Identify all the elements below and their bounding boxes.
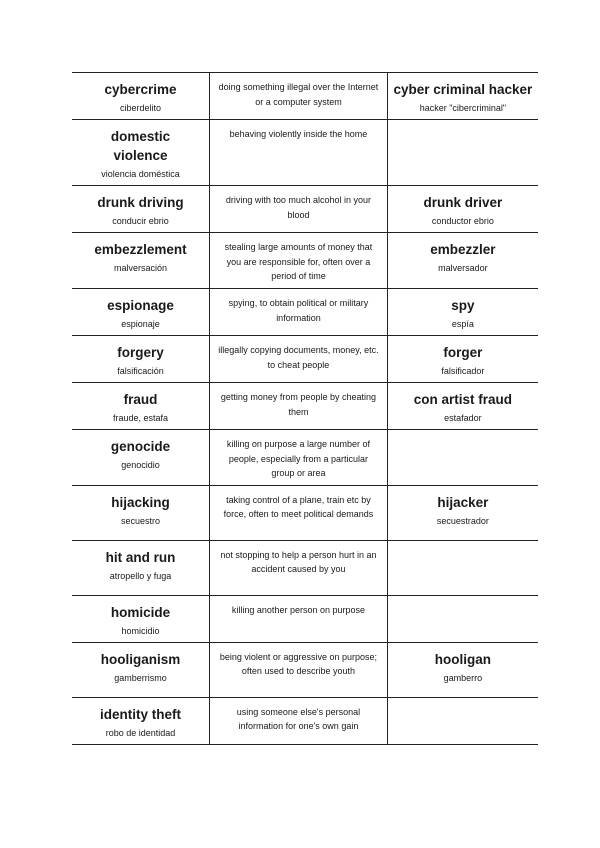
definition-cell	[210, 383, 388, 430]
definition-cell	[210, 697, 388, 744]
crime-definition: doing something illegal over the Internet or a computer system	[218, 82, 379, 107]
person-cell	[387, 430, 538, 486]
person-cell	[387, 289, 538, 336]
table-row	[72, 336, 538, 383]
crime-definition: driving with too much alcohol in your blood	[225, 195, 371, 220]
crime-cell	[72, 430, 210, 486]
crime-translation: gamberrismo	[114, 672, 167, 683]
table-row	[72, 485, 538, 540]
person-term	[388, 120, 538, 127]
person-translation	[388, 550, 538, 554]
person-term: drunk driver	[423, 195, 503, 210]
crime-translation: espionaje	[121, 319, 160, 329]
person-cell	[387, 485, 538, 540]
person-translation: espía	[451, 319, 474, 329]
crime-translation: ciberdelito	[120, 103, 162, 113]
crime-term: genocide	[110, 439, 171, 454]
crime-cell	[72, 186, 210, 233]
crime-translation: malversación	[114, 263, 168, 273]
crime-term: fraud	[123, 392, 158, 407]
person-translation: conductor ebrio	[431, 216, 494, 226]
crime-definition: spying, to obtain political or military information	[228, 298, 369, 323]
crime-cell	[72, 540, 210, 595]
crime-term: domestic violence	[110, 129, 171, 163]
crime-term: forgery	[117, 345, 164, 360]
table-row	[72, 430, 538, 486]
person-term: forger	[443, 345, 483, 360]
person-cell	[387, 595, 538, 642]
table-row	[72, 540, 538, 595]
person-cell	[387, 697, 538, 744]
table-row	[72, 289, 538, 336]
crime-cell	[72, 485, 210, 540]
table-row	[72, 120, 538, 186]
definition-cell	[210, 186, 388, 233]
definition-cell	[210, 430, 388, 486]
person-translation	[388, 439, 538, 443]
person-term: hijacker	[437, 494, 489, 510]
crime-translation: genocidio	[121, 460, 160, 470]
crime-definition: being violent or aggressive on purpose; often used to describe youth	[219, 651, 377, 676]
person-term	[388, 698, 538, 705]
crime-term: cybercrime	[104, 82, 177, 97]
crime-term: embezzlement	[94, 242, 187, 257]
crime-translation: homicidio	[121, 625, 160, 636]
person-term	[388, 596, 538, 603]
person-cell	[387, 540, 538, 595]
definition-cell	[210, 73, 388, 120]
person-translation	[388, 129, 538, 133]
person-translation: malversador	[438, 263, 488, 273]
table-row	[72, 233, 538, 289]
person-translation: falsificador	[441, 366, 485, 376]
crime-definition: getting money from people by cheating them	[220, 392, 376, 417]
definition-cell	[210, 336, 388, 383]
crime-cell	[72, 383, 210, 430]
definition-cell	[210, 595, 388, 642]
person-term: spy	[451, 298, 475, 313]
crime-cell	[72, 642, 210, 697]
crime-term: hooliganism	[100, 651, 181, 667]
table-row	[72, 595, 538, 642]
table-row	[72, 73, 538, 120]
person-term: con artist fraud	[413, 392, 513, 407]
crime-cell	[72, 697, 210, 744]
crime-definition: taking control of a plane, train etc by force, often to meet political demands	[223, 494, 374, 519]
crime-term: identity theft	[100, 706, 182, 722]
person-cell	[387, 186, 538, 233]
crime-translation: conducir ebrio	[112, 216, 169, 226]
person-cell	[387, 642, 538, 697]
crime-cell	[72, 233, 210, 289]
definition-cell	[210, 642, 388, 697]
crime-cell	[72, 73, 210, 120]
person-cell	[387, 120, 538, 186]
person-term	[388, 430, 538, 437]
table-row	[72, 186, 538, 233]
person-term: hooligan	[434, 651, 492, 667]
crime-term: hit and run	[105, 549, 176, 565]
definition-cell	[210, 289, 388, 336]
crime-definition: killing another person on purpose	[231, 604, 365, 615]
person-translation	[388, 605, 538, 609]
crime-term: hijacking	[111, 494, 170, 510]
person-translation: gamberro	[443, 672, 483, 683]
person-term	[388, 541, 538, 548]
crime-definition: not stopping to help a person hurt in an accident caused by you	[220, 549, 377, 574]
definition-cell	[210, 120, 388, 186]
person-cell	[387, 73, 538, 120]
crime-translation: falsificación	[117, 366, 164, 376]
person-translation: secuestrador	[436, 515, 489, 526]
crime-translation: robo de identidad	[105, 727, 176, 738]
crime-term: homicide	[110, 604, 171, 620]
person-cell	[387, 383, 538, 430]
person-translation: hacker "cibercriminal"	[419, 103, 507, 113]
crime-definition: killing on purpose a large number of people, especially from a particular group or area	[226, 439, 370, 478]
person-term: cyber criminal hacker	[393, 82, 533, 97]
crime-definition: illegally copying documents, money, etc. to cheat people	[218, 345, 379, 370]
crime-translation: atropello y fuga	[109, 570, 172, 581]
definition-cell	[210, 485, 388, 540]
crime-translation: violencia doméstica	[101, 169, 180, 179]
person-cell	[387, 336, 538, 383]
crime-vocabulary-table	[72, 72, 538, 745]
crime-definition: stealing large amounts of money that you are responsible for, often over a period of time	[224, 242, 373, 281]
crime-definition: using someone else's personal information for one's own gain	[236, 706, 361, 731]
definition-cell	[210, 233, 388, 289]
person-cell	[387, 233, 538, 289]
crime-definition: behaving violently inside the home	[229, 129, 368, 139]
table-row	[72, 697, 538, 744]
table-row	[72, 642, 538, 697]
crime-cell	[72, 336, 210, 383]
person-term: embezzler	[430, 242, 496, 257]
crime-term: espionage	[107, 298, 174, 313]
crime-translation: fraude, estafa	[113, 413, 169, 423]
person-translation	[388, 707, 538, 711]
person-translation: estafador	[444, 413, 482, 423]
table-row	[72, 383, 538, 430]
definition-cell	[210, 540, 388, 595]
crime-term: drunk driving	[97, 195, 184, 210]
crime-cell	[72, 289, 210, 336]
crime-cell	[72, 595, 210, 642]
crime-translation: secuestro	[121, 515, 161, 526]
crime-cell	[72, 120, 210, 186]
